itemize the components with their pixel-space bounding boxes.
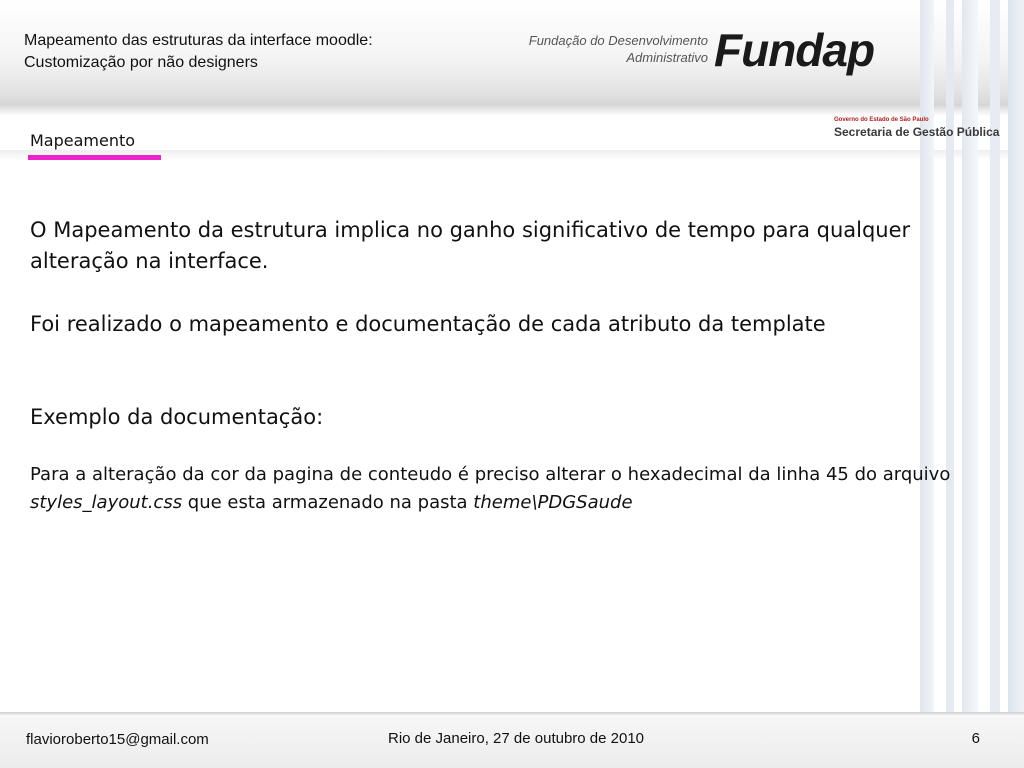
css-filename: styles_layout.css: [30, 492, 183, 513]
body-paragraph-4: [30, 461, 980, 517]
fundap-logo-subtitle-line-2: Administrativo: [626, 50, 708, 65]
footer-email: flavioroberto15@gmail.com: [26, 731, 209, 748]
body-paragraph-1: O Mapeamento da estrutura implica no ganho significativo de tempo para qualquer alteração na interface.: [30, 218, 911, 273]
body-paragraph-4-text-2: que esta armazenado na pasta: [182, 492, 474, 513]
decorative-stripe: [920, 0, 934, 768]
header-title-line-2: Customização por não designers: [24, 54, 258, 71]
fundap-logo-subtitle: [529, 32, 708, 66]
gov-logo-small-text: Governo do Estado de São Paulo: [834, 117, 929, 123]
secretaria-gestao-publica-logo: [834, 117, 1020, 147]
decorative-stripe: [962, 0, 978, 768]
theme-folder-path: theme\PDGSaude: [473, 492, 633, 513]
header-separator: [0, 106, 1024, 116]
section-title-underline: [28, 155, 161, 160]
page-number: 6: [971, 730, 980, 747]
header-title-line-1: Mapeamento das estruturas da interface moodle:: [24, 32, 373, 49]
header-title: [24, 30, 484, 74]
gov-logo-title: Secretaria de Gestão Pública: [834, 125, 1000, 139]
fundap-logo-subtitle-line-1: Fundação do Desenvolvimento: [528, 33, 708, 48]
fundap-logo-wordmark: Fundap: [714, 24, 875, 76]
footer-date: Rio de Janeiro, 27 de outubro de 2010: [388, 730, 645, 747]
fundap-logo: [508, 24, 918, 78]
body-paragraph-3: Exemplo da documentação:: [30, 405, 324, 429]
body-paragraph-4-text: Para a alteração da cor da pagina de conteudo é preciso alterar o hexadecimal da linha 45 do arquivo: [30, 464, 951, 485]
section-title: Mapeamento: [30, 131, 136, 150]
decorative-stripe: [946, 0, 954, 768]
decorative-stripe: [1008, 0, 1024, 768]
decorative-stripe: [990, 0, 1000, 768]
body-paragraph-2: Foi realizado o mapeamento e documentação de cada atributo da template: [30, 312, 826, 336]
